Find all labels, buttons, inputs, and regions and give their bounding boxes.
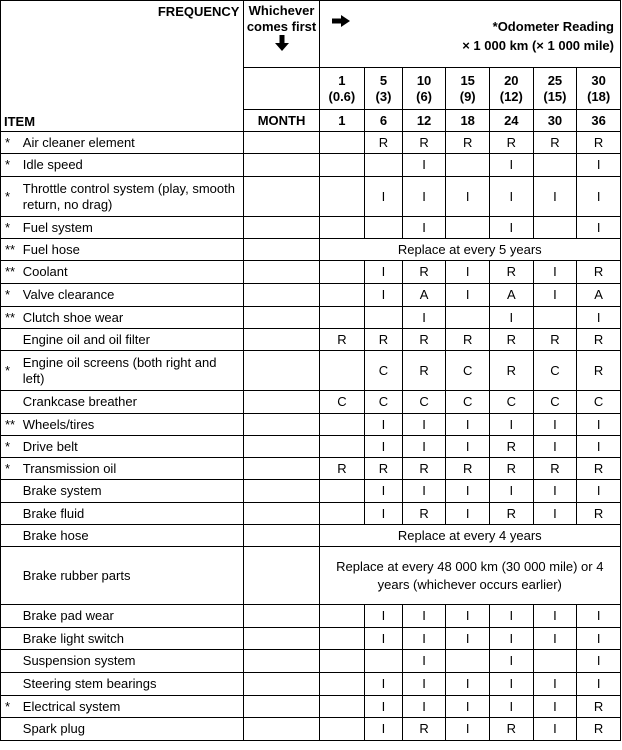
schedule-cell bbox=[319, 650, 365, 673]
table-row bbox=[1, 458, 621, 480]
month-col-2: 6 bbox=[365, 110, 403, 132]
schedule-cell: R bbox=[490, 132, 534, 154]
whichever-spacer bbox=[244, 68, 319, 110]
schedule-cell bbox=[319, 132, 365, 154]
table-row bbox=[1, 307, 621, 329]
item-label: Air cleaner element bbox=[21, 132, 244, 154]
schedule-cell bbox=[533, 217, 577, 239]
item-label: Steering stem bearings bbox=[21, 673, 244, 696]
schedule-cell: I bbox=[577, 480, 621, 503]
month-cell bbox=[244, 480, 319, 503]
schedule-cell: I bbox=[365, 480, 403, 503]
month-cell bbox=[244, 628, 319, 650]
schedule-cell bbox=[365, 307, 403, 329]
schedule-cell: I bbox=[446, 605, 490, 628]
schedule-cell: I bbox=[533, 673, 577, 696]
schedule-cell bbox=[319, 261, 365, 284]
item-label: Wheels/tires bbox=[21, 414, 244, 436]
schedule-cell: I bbox=[490, 414, 534, 436]
table-row bbox=[1, 503, 621, 525]
service-mark: ** bbox=[1, 414, 21, 436]
item-label: Fuel system bbox=[21, 217, 244, 239]
month-cell bbox=[244, 154, 319, 177]
table-row bbox=[1, 628, 621, 650]
month-cell bbox=[244, 547, 319, 605]
schedule-cell: R bbox=[365, 132, 403, 154]
item-label: Brake fluid bbox=[21, 503, 244, 525]
schedule-cell: R bbox=[533, 132, 577, 154]
service-mark: * bbox=[1, 351, 21, 391]
month-cell bbox=[244, 718, 319, 741]
schedule-cell: R bbox=[533, 458, 577, 480]
schedule-cell: I bbox=[365, 628, 403, 650]
schedule-cell: I bbox=[446, 436, 490, 458]
schedule-cell: C bbox=[319, 391, 365, 414]
service-mark bbox=[1, 480, 21, 503]
schedule-cell: I bbox=[490, 628, 534, 650]
schedule-cell: R bbox=[577, 351, 621, 391]
schedule-cell: I bbox=[490, 696, 534, 718]
item-label: Brake system bbox=[21, 480, 244, 503]
schedule-cell: I bbox=[402, 628, 446, 650]
schedule-cell: I bbox=[446, 480, 490, 503]
item-label: Spark plug bbox=[21, 718, 244, 741]
odometer-mile: (0.6) bbox=[328, 88, 356, 104]
schedule-cell: I bbox=[446, 696, 490, 718]
schedule-cell: I bbox=[577, 628, 621, 650]
odometer-mile: (12) bbox=[499, 88, 523, 104]
schedule-cell: I bbox=[402, 650, 446, 673]
service-mark bbox=[1, 547, 21, 605]
table-row bbox=[1, 436, 621, 458]
service-mark: * bbox=[1, 154, 21, 177]
schedule-cell: I bbox=[577, 307, 621, 329]
odometer-col-3 bbox=[402, 68, 446, 110]
schedule-cell bbox=[319, 154, 365, 177]
schedule-cell: I bbox=[577, 217, 621, 239]
odometer-col-2 bbox=[365, 68, 403, 110]
table-row bbox=[1, 414, 621, 436]
schedule-cell: A bbox=[402, 284, 446, 307]
service-mark bbox=[1, 525, 21, 547]
table-row bbox=[1, 605, 621, 628]
table-row bbox=[1, 261, 621, 284]
odometer-header-cell bbox=[319, 1, 620, 68]
schedule-cell: I bbox=[490, 605, 534, 628]
item-label: Coolant bbox=[21, 261, 244, 284]
schedule-cell: R bbox=[319, 458, 365, 480]
month-cell bbox=[244, 132, 319, 154]
schedule-cell: I bbox=[402, 154, 446, 177]
odometer-km: 20 bbox=[504, 72, 519, 88]
table-row bbox=[1, 480, 621, 503]
table-row bbox=[1, 284, 621, 307]
month-cell bbox=[244, 414, 319, 436]
table-row bbox=[1, 650, 621, 673]
item-label: Transmission oil bbox=[21, 458, 244, 480]
month-col-3: 12 bbox=[402, 110, 446, 132]
schedule-cell: I bbox=[446, 177, 490, 217]
schedule-cell: I bbox=[446, 261, 490, 284]
table-row bbox=[1, 547, 621, 605]
schedule-cell: I bbox=[402, 217, 446, 239]
schedule-cell: R bbox=[577, 503, 621, 525]
schedule-cell: R bbox=[402, 329, 446, 351]
schedule-cell: R bbox=[577, 718, 621, 741]
service-mark bbox=[1, 605, 21, 628]
schedule-cell: R bbox=[365, 458, 403, 480]
odometer-km: 1 bbox=[338, 72, 346, 88]
schedule-cell bbox=[533, 154, 577, 177]
schedule-cell: I bbox=[365, 673, 403, 696]
schedule-cell bbox=[319, 351, 365, 391]
schedule-cell bbox=[319, 480, 365, 503]
schedule-body bbox=[1, 132, 621, 741]
schedule-cell: C bbox=[533, 351, 577, 391]
schedule-cell: R bbox=[490, 503, 534, 525]
schedule-cell bbox=[533, 650, 577, 673]
schedule-cell: I bbox=[402, 177, 446, 217]
service-mark: * bbox=[1, 696, 21, 718]
schedule-cell: I bbox=[533, 414, 577, 436]
schedule-cell: I bbox=[365, 503, 403, 525]
service-mark: * bbox=[1, 217, 21, 239]
schedule-cell: R bbox=[577, 261, 621, 284]
schedule-cell: C bbox=[533, 391, 577, 414]
month-cell bbox=[244, 177, 319, 217]
schedule-cell: I bbox=[577, 673, 621, 696]
schedule-cell bbox=[319, 177, 365, 217]
odometer-km: 15 bbox=[460, 72, 475, 88]
schedule-cell: I bbox=[533, 718, 577, 741]
table-row bbox=[1, 329, 621, 351]
odometer-line-2: × 1 000 km (× 1 000 mile) bbox=[462, 38, 614, 53]
month-cell bbox=[244, 458, 319, 480]
schedule-cell: R bbox=[402, 351, 446, 391]
schedule-cell: R bbox=[577, 458, 621, 480]
table-row bbox=[1, 217, 621, 239]
schedule-cell: C bbox=[446, 351, 490, 391]
schedule-cell: I bbox=[402, 696, 446, 718]
schedule-cell: I bbox=[365, 718, 403, 741]
month-cell bbox=[244, 217, 319, 239]
service-mark: * bbox=[1, 436, 21, 458]
schedule-cell bbox=[319, 718, 365, 741]
schedule-cell bbox=[319, 436, 365, 458]
item-header-spacer bbox=[1, 68, 244, 110]
odometer-col-4 bbox=[446, 68, 490, 110]
interval-note: Replace at every 48 000 km (30 000 mile) or 4 years (whichever occurs earlier) bbox=[319, 547, 620, 605]
schedule-cell bbox=[319, 605, 365, 628]
schedule-cell: R bbox=[402, 718, 446, 741]
month-col-5: 24 bbox=[490, 110, 534, 132]
service-mark: ** bbox=[1, 307, 21, 329]
schedule-cell: R bbox=[490, 436, 534, 458]
service-mark bbox=[1, 718, 21, 741]
schedule-cell: C bbox=[446, 391, 490, 414]
schedule-cell: I bbox=[490, 307, 534, 329]
odometer-mile: (6) bbox=[416, 88, 432, 104]
schedule-cell: R bbox=[446, 458, 490, 480]
whichever-first-cell bbox=[244, 1, 319, 68]
item-label: Engine oil and oil filter bbox=[21, 329, 244, 351]
schedule-cell: R bbox=[402, 132, 446, 154]
schedule-cell: R bbox=[490, 351, 534, 391]
table-row bbox=[1, 154, 621, 177]
schedule-cell bbox=[319, 503, 365, 525]
odometer-mile: (18) bbox=[587, 88, 611, 104]
odometer-km: 30 bbox=[591, 72, 606, 88]
month-col-1: 1 bbox=[319, 110, 365, 132]
schedule-cell: I bbox=[365, 696, 403, 718]
schedule-cell bbox=[319, 414, 365, 436]
schedule-cell: I bbox=[490, 177, 534, 217]
item-label: Electrical system bbox=[21, 696, 244, 718]
month-cell bbox=[244, 650, 319, 673]
schedule-cell: I bbox=[533, 605, 577, 628]
table-row bbox=[1, 132, 621, 154]
schedule-cell: I bbox=[402, 605, 446, 628]
schedule-cell bbox=[365, 650, 403, 673]
schedule-cell: R bbox=[402, 503, 446, 525]
schedule-cell: I bbox=[446, 628, 490, 650]
service-mark: * bbox=[1, 284, 21, 307]
month-header: MONTH bbox=[244, 110, 319, 132]
schedule-cell bbox=[446, 217, 490, 239]
item-label: Valve clearance bbox=[21, 284, 244, 307]
schedule-cell: C bbox=[490, 391, 534, 414]
month-cell bbox=[244, 284, 319, 307]
frequency-header: FREQUENCY bbox=[1, 1, 244, 68]
item-label: Brake hose bbox=[21, 525, 244, 547]
schedule-cell: I bbox=[533, 261, 577, 284]
schedule-cell: I bbox=[577, 650, 621, 673]
schedule-cell: I bbox=[446, 503, 490, 525]
schedule-cell: I bbox=[365, 414, 403, 436]
item-label: Throttle control system (play, smooth return, no drag) bbox=[21, 177, 244, 217]
item-label: Fuel hose bbox=[21, 239, 244, 261]
odometer-col-7 bbox=[577, 68, 621, 110]
schedule-cell: I bbox=[402, 436, 446, 458]
schedule-cell bbox=[319, 217, 365, 239]
table-row bbox=[1, 696, 621, 718]
schedule-cell: R bbox=[319, 329, 365, 351]
schedule-cell: R bbox=[577, 329, 621, 351]
schedule-cell: R bbox=[446, 132, 490, 154]
service-mark bbox=[1, 673, 21, 696]
odometer-mile: (9) bbox=[459, 88, 476, 104]
item-label: Suspension system bbox=[21, 650, 244, 673]
odometer-km: 5 bbox=[379, 72, 388, 88]
service-mark bbox=[1, 628, 21, 650]
interval-note: Replace at every 4 years bbox=[319, 525, 620, 547]
schedule-cell: C bbox=[365, 391, 403, 414]
schedule-cell bbox=[446, 307, 490, 329]
schedule-cell: I bbox=[490, 650, 534, 673]
schedule-cell bbox=[319, 307, 365, 329]
schedule-cell bbox=[533, 307, 577, 329]
item-label: Drive belt bbox=[21, 436, 244, 458]
schedule-cell: I bbox=[577, 177, 621, 217]
schedule-cell: C bbox=[365, 351, 403, 391]
month-cell bbox=[244, 261, 319, 284]
item-label: Idle speed bbox=[21, 154, 244, 177]
schedule-cell: R bbox=[490, 261, 534, 284]
service-mark bbox=[1, 329, 21, 351]
schedule-cell: I bbox=[365, 605, 403, 628]
odometer-mile: (15) bbox=[543, 88, 567, 104]
item-label: Brake light switch bbox=[21, 628, 244, 650]
schedule-cell: R bbox=[577, 132, 621, 154]
schedule-cell: I bbox=[446, 673, 490, 696]
schedule-cell: I bbox=[365, 261, 403, 284]
schedule-cell: I bbox=[533, 503, 577, 525]
schedule-cell: I bbox=[402, 480, 446, 503]
schedule-cell: I bbox=[490, 154, 534, 177]
schedule-cell bbox=[446, 154, 490, 177]
schedule-cell: R bbox=[490, 718, 534, 741]
schedule-cell: A bbox=[577, 284, 621, 307]
schedule-cell: R bbox=[490, 329, 534, 351]
service-mark: ** bbox=[1, 261, 21, 284]
table-row bbox=[1, 718, 621, 741]
item-label: Engine oil screens (both right and left) bbox=[21, 351, 244, 391]
schedule-cell: I bbox=[365, 284, 403, 307]
odometer-mile: (3) bbox=[375, 88, 392, 104]
interval-note: Replace at every 5 years bbox=[319, 239, 620, 261]
schedule-cell: R bbox=[577, 696, 621, 718]
schedule-cell bbox=[319, 673, 365, 696]
schedule-cell: I bbox=[577, 605, 621, 628]
schedule-cell: C bbox=[402, 391, 446, 414]
item-label: Brake pad wear bbox=[21, 605, 244, 628]
schedule-cell: I bbox=[446, 718, 490, 741]
schedule-cell: I bbox=[577, 436, 621, 458]
month-col-6: 30 bbox=[533, 110, 577, 132]
schedule-cell: R bbox=[402, 261, 446, 284]
schedule-cell: I bbox=[446, 284, 490, 307]
table-row bbox=[1, 351, 621, 391]
service-mark bbox=[1, 391, 21, 414]
month-col-4: 18 bbox=[446, 110, 490, 132]
month-cell bbox=[244, 391, 319, 414]
table-row bbox=[1, 525, 621, 547]
service-mark: * bbox=[1, 458, 21, 480]
arrow-right-icon bbox=[332, 15, 350, 27]
schedule-cell bbox=[365, 154, 403, 177]
item-label: Brake rubber parts bbox=[21, 547, 244, 605]
odometer-col-1 bbox=[319, 68, 365, 110]
schedule-cell: I bbox=[533, 480, 577, 503]
schedule-cell: I bbox=[402, 307, 446, 329]
schedule-cell: R bbox=[446, 329, 490, 351]
month-cell bbox=[244, 673, 319, 696]
schedule-cell: I bbox=[490, 673, 534, 696]
table-row bbox=[1, 177, 621, 217]
service-mark: * bbox=[1, 132, 21, 154]
schedule-cell: A bbox=[490, 284, 534, 307]
table-row bbox=[1, 239, 621, 261]
schedule-cell: I bbox=[533, 628, 577, 650]
arrow-down-icon bbox=[275, 35, 289, 51]
schedule-cell: I bbox=[365, 436, 403, 458]
schedule-cell: I bbox=[533, 177, 577, 217]
schedule-cell: I bbox=[365, 177, 403, 217]
schedule-cell: I bbox=[490, 217, 534, 239]
service-mark bbox=[1, 503, 21, 525]
schedule-cell: R bbox=[365, 329, 403, 351]
whichever-label: Whichever comes first bbox=[246, 3, 317, 34]
schedule-cell: R bbox=[490, 458, 534, 480]
table-row bbox=[1, 391, 621, 414]
schedule-cell: R bbox=[402, 458, 446, 480]
table-row bbox=[1, 673, 621, 696]
month-cell bbox=[244, 351, 319, 391]
schedule-cell: R bbox=[533, 329, 577, 351]
schedule-cell: I bbox=[446, 414, 490, 436]
odometer-km: 10 bbox=[416, 72, 432, 88]
item-label: Clutch shoe wear bbox=[21, 307, 244, 329]
odometer-col-6 bbox=[533, 68, 577, 110]
schedule-cell: C bbox=[577, 391, 621, 414]
odometer-line-1: *Odometer Reading bbox=[492, 19, 614, 34]
schedule-cell bbox=[319, 284, 365, 307]
schedule-cell bbox=[365, 217, 403, 239]
month-cell bbox=[244, 605, 319, 628]
month-col-7: 36 bbox=[577, 110, 621, 132]
schedule-cell bbox=[446, 650, 490, 673]
item-header: ITEM bbox=[1, 110, 244, 132]
schedule-cell: I bbox=[577, 154, 621, 177]
item-label: Crankcase breather bbox=[21, 391, 244, 414]
schedule-cell: I bbox=[577, 414, 621, 436]
schedule-cell: I bbox=[533, 436, 577, 458]
month-cell bbox=[244, 696, 319, 718]
schedule-cell: I bbox=[402, 414, 446, 436]
service-mark: ** bbox=[1, 239, 21, 261]
odometer-km: 25 bbox=[547, 72, 563, 88]
service-mark bbox=[1, 650, 21, 673]
schedule-cell bbox=[319, 628, 365, 650]
schedule-cell: I bbox=[402, 673, 446, 696]
month-cell bbox=[244, 525, 319, 547]
month-cell bbox=[244, 503, 319, 525]
month-cell bbox=[244, 436, 319, 458]
service-mark: * bbox=[1, 177, 21, 217]
schedule-cell: I bbox=[533, 284, 577, 307]
odometer-col-5 bbox=[490, 68, 534, 110]
month-cell bbox=[244, 307, 319, 329]
month-cell bbox=[244, 329, 319, 351]
schedule-cell bbox=[319, 696, 365, 718]
month-cell bbox=[244, 239, 319, 261]
schedule-cell: I bbox=[533, 696, 577, 718]
schedule-cell: I bbox=[490, 480, 534, 503]
